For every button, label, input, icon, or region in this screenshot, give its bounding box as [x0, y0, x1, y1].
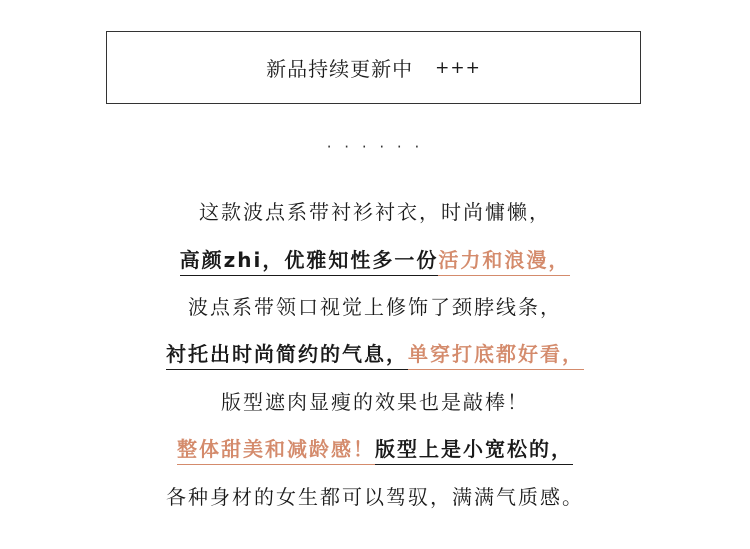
line-2-highlight-dark: 高颜zhi，优雅知性多一份 [180, 248, 439, 276]
description-line-4 [0, 338, 750, 367]
description-line-1 [0, 196, 750, 225]
line-1-text: 这款波点系带衬衫衬衣，时尚慵懒， [199, 200, 551, 224]
line-6-highlight-dark: 版型上是小宽松的， [375, 437, 573, 465]
line-4-highlight-accent: 单穿打底都好看， [408, 342, 584, 370]
line-5-text: 版型遮肉显瘦的效果也是敲棒！ [221, 390, 529, 414]
banner-plus: +++ [435, 57, 481, 78]
description-line-6 [0, 433, 750, 462]
banner-title: 新品持续更新中 [266, 57, 414, 81]
description-line-7 [0, 481, 750, 510]
line-4-highlight-dark: 衬托出时尚简约的气息， [166, 342, 408, 370]
dot-divider: · · · · · · [326, 138, 424, 156]
line-3-text: 波点系带领口视觉上修饰了颈脖线条， [188, 295, 562, 319]
line-7-text: 各种身材的女生都可以驾驭，满满气质感。 [166, 485, 584, 509]
description-line-3 [0, 291, 750, 320]
description-line-2 [0, 244, 750, 273]
line-2-highlight-accent: 活力和浪漫， [438, 248, 570, 276]
description-line-5 [0, 386, 750, 415]
new-arrivals-banner [106, 31, 641, 104]
line-6-highlight-accent: 整体甜美和减龄感！ [177, 437, 375, 465]
